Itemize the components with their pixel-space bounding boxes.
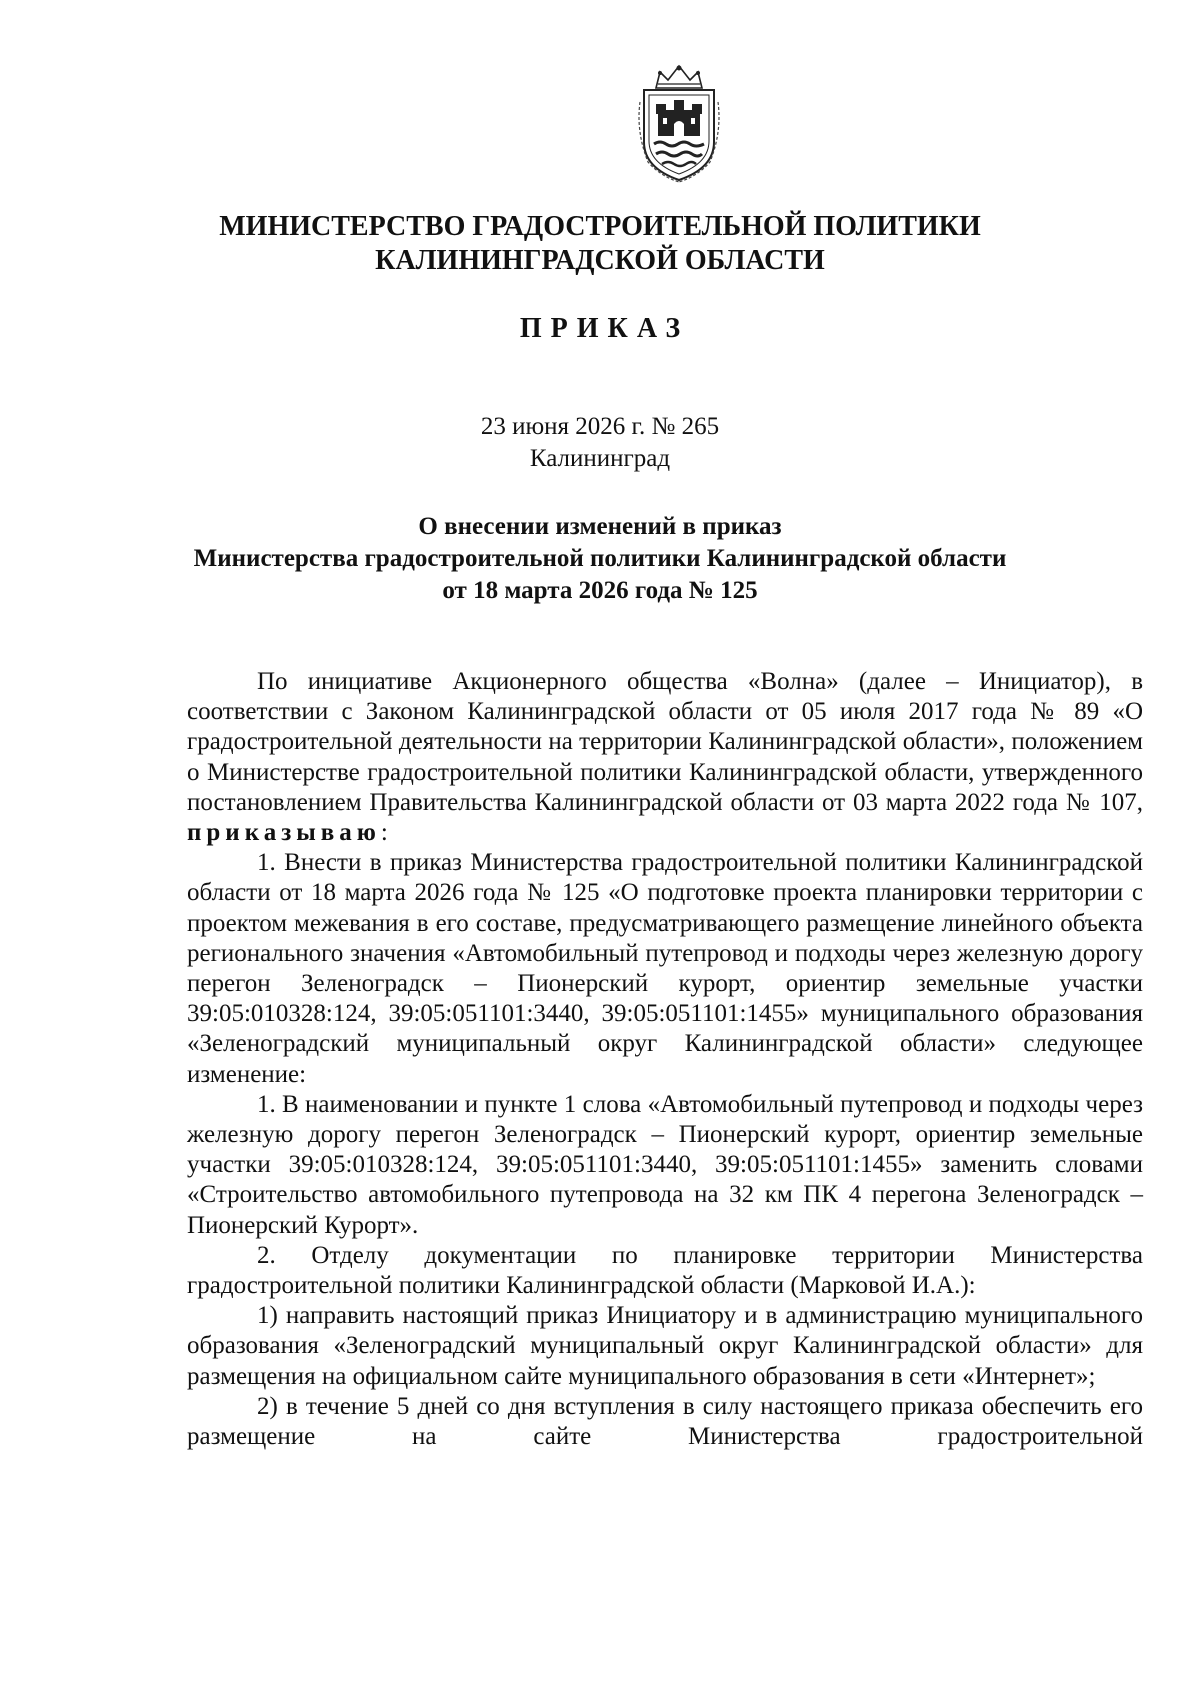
clause-1: 1. Внести в приказ Министерства градостроительной политики Калининградской области от 18 марта 2026 года № 125 «О подготовке проекта планировки территории с проектом межевания в его составе, предусматривающего размещение линейного объекта регионального значения «Автомобильный путепровод и подходы через железную дорогу перегон Зеленоградск – Пионерский курорт, ориентир земельные участки 39:05:010328:124, 39:05:051101:3440, 39:05:051101:1455» муниципального образования «Зеленоградский муниципальный округ Калининградской области» следующее изменение: xyxy=(187,849,1143,1088)
ministry-name-line2: КАЛИНИНГРАДСКОЙ ОБЛАСТИ xyxy=(375,245,825,276)
order-verb-colon: : xyxy=(380,819,388,847)
order-date-number: 23 июня 2026 г. № 265 xyxy=(480,413,720,440)
order-verb: приказываю xyxy=(187,819,381,847)
clause-1-1: 1. В наименовании и пункте 1 слова «Автомобильный путепровод и подходы через железную дорогу перегон Зеленоградск – Пионерский курорт, ориентир земельные участки 39:05:010328:124, 39:05:051101:3440, 39:05:051101:1455» заменить словами «Строительство автомобильного путепровода на 32 км ПК 4 перегона Зеленоградск – Пионерский Курорт». xyxy=(187,1090,1143,1239)
issue-city: Калининград xyxy=(529,445,671,472)
coat-of-arms-icon xyxy=(634,62,724,184)
document-type-title: ПРИКАЗ xyxy=(519,313,690,344)
ministry-name xyxy=(0,210,1200,278)
clause-2-2: 2) в течение 5 дней со дня вступления в силу настоящего приказа обеспечить его размещение на сайте Министерства градостроительной xyxy=(187,1392,1143,1451)
subject-line3: от 18 марта 2026 года № 125 xyxy=(442,577,758,604)
clause-2-1: 1) направить настоящий приказ Инициатору и в администрацию муниципального образования «Зеленоградский муниципальный округ Калининградской области» для размещения на официальном сайте муниципального образования в сети «Интернет»; xyxy=(187,1302,1143,1390)
order-subject xyxy=(0,511,1200,607)
subject-line1: О внесении изменений в приказ xyxy=(418,513,782,540)
preamble-text: По инициативе Акционерного общества «Волна» (далее – Инициатор), в соответствии с Законом Калининградской области от 05 июля 2017 года № 89 «О градостроительной деятельности на территории Калининградской области», положением о Министерстве градостроительной политики Калининградской области, утвержденного постановлением Правительства Калининградской области от 03 марта 2022 года № 107, xyxy=(187,668,1143,816)
preamble-paragraph xyxy=(187,667,1143,848)
clause-2: 2. Отделу документации по планировке территории Министерства градостроительной политики Калининградской области (Марковой И.А.): xyxy=(187,1241,1143,1300)
ministry-name-line1: МИНИСТЕРСТВО ГРАДОСТРОИТЕЛЬНОЙ ПОЛИТИКИ xyxy=(219,211,981,242)
subject-line2: Министерства градостроительной политики Калининградской области xyxy=(193,545,1007,572)
order-body xyxy=(187,667,1143,1452)
